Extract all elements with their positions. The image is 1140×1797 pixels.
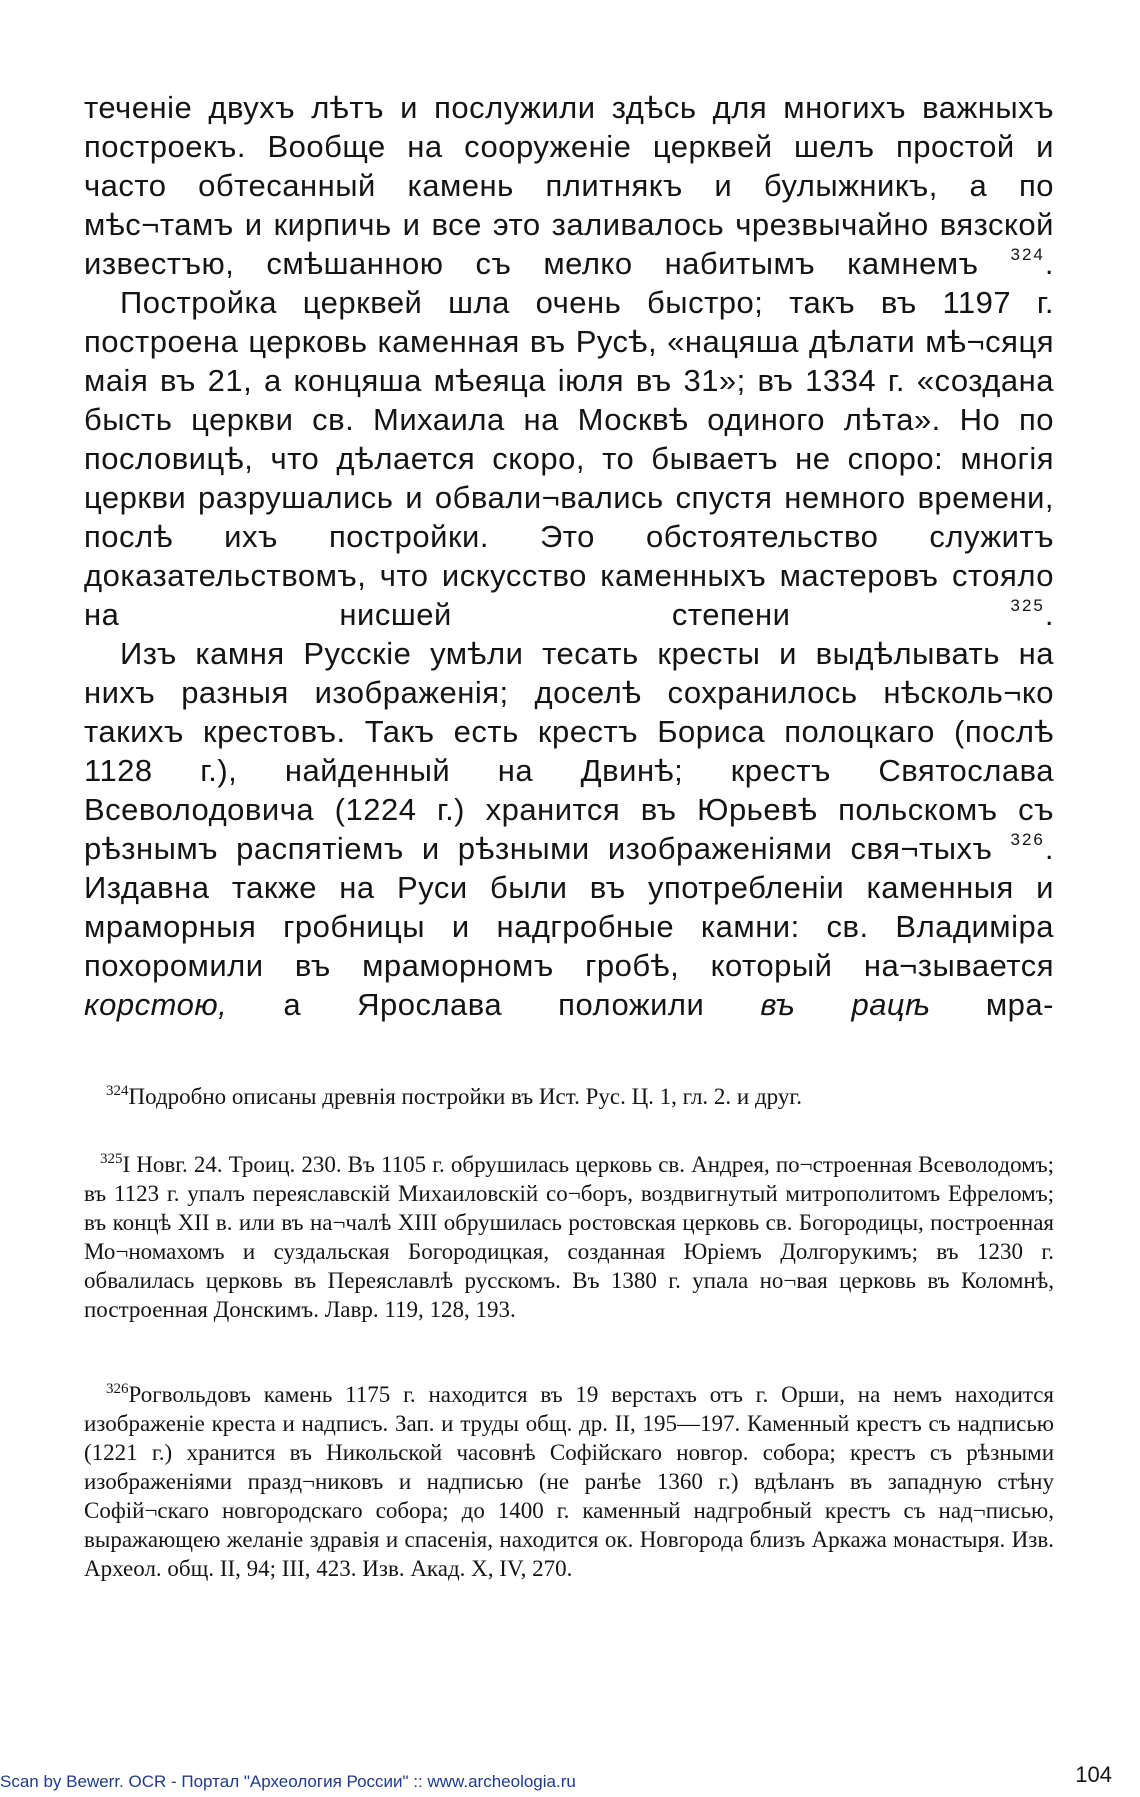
main-text xyxy=(84,88,1054,1024)
footnote-number: 324 xyxy=(106,1083,129,1099)
footnote-ref-326[interactable]: 326 xyxy=(1010,830,1045,849)
paragraph-3-text-c: а Ярослава положили xyxy=(283,987,705,1022)
footnote-text: Рогвольдовъ камень 1175 г. находится въ 19 верстахъ отъ г. Орши, на немъ находится изображеніе креста и надписъ. Зап. и труды общ. др. II, 195—197. Каменный крестъ съ надписью (1221 г.) хранится въ Никольской часовнѣ Софійскаго новгор. собора; крестъ съ рѣзными изображеніями празд¬никовъ и надписью (не ранѣе 1360 г.) вдѣланъ въ западную стѣну Софій¬скаго новгородскаго собора; до 1400 г. каменный надгробный крестъ съ над¬писью, выражающею желаніе здравія и спасенія, находится ок. Новгорода близъ Аркажа монастыря. Изв. Археол. общ. II, 94; III, 423. Изв. Акад. X, IV, 270. xyxy=(84,1382,1054,1581)
paragraph-1-end: . xyxy=(1044,246,1054,281)
paragraph-3-text-a: Изъ камня Русскіе умѣли тесать кресты и выдѣлывать на нихъ разныя изображенія; доселѣ сохранилось нѣсколь¬ко такихъ крестовъ. Такъ есть крестъ Бориса полоцкаго (послѣ 1128 г.), найденный на Двинѣ; крестъ Святослава Всеволодовича (1224 г.) хранится въ Юрьевѣ польскомъ съ рѣзнымъ распятіемъ и рѣзными изображеніями свя¬тыхъ xyxy=(84,636,1054,866)
italic-term-korstoyu: корстою, xyxy=(84,987,228,1022)
paragraph-1 xyxy=(84,88,1054,283)
footnote-number: 326 xyxy=(106,1381,129,1397)
paragraph-3-text-b: . Издавна также на Руси были въ употребленіи каменныя и мраморныя гробницы и надгробные камни: св. Владиміра похоромили въ мраморномъ гробѣ, который на¬зывается xyxy=(84,831,1054,983)
footnote-ref-325[interactable]: 325 xyxy=(1010,596,1045,615)
italic-term-v-race: въ рацѣ xyxy=(760,987,930,1022)
footnote-326 xyxy=(84,1380,1054,1583)
paragraph-2 xyxy=(84,283,1054,634)
footnote-ref-324[interactable]: 324 xyxy=(1010,245,1045,264)
scan-credit-link[interactable]: Scan by Bewerr. OCR - Портал "Археология России" :: www.archeologia.ru xyxy=(0,1772,576,1791)
footnote-325 xyxy=(84,1150,1054,1324)
footnote-text: I Новг. 24. Троиц. 230. Въ 1105 г. обрушилась церковь св. Андрея, по¬строенная Всеволодомъ; въ 1123 г. упалъ переяславскій Михаиловскій со¬боръ, воздвигнутый митрополитомъ Ефреломъ; въ концѣ XII в. или въ на¬чалѣ XIII обрушилась ростовская церковь св. Богородицы, построенная Мо¬номахомъ и суздальская Богородицкая, созданная Юріемъ Долгорукимъ; въ 1230 г. обвалилась церковь въ Переяславлѣ русскомъ. Въ 1380 г. упала но¬вая церковь въ Коломнѣ, построенная Донскимъ. Лавр. 119, 128, 193. xyxy=(84,1152,1054,1322)
paragraph-1-text: теченіе двухъ лѣтъ и послужили здѣсь для многихъ важныхъ построекъ. Вообще на сооруженіе церквей шелъ простой и часто обтесанный камень плитнякъ и булыжникъ, а по мѣс¬тамъ и кирпичь и все это заливалось чрезвычайно вязской известъю, смѣшанною съ мелко набитымъ камнемъ xyxy=(84,90,1054,281)
paragraph-2-text: Постройка церквей шла очень быстро; такъ въ 1197 г. построена церковь каменная въ Русѣ, «нацяша дѣлати мѣ¬сяця маія въ 21, а концяша мѣеяца іюля въ 31»; въ 1334 г. «создана бысть церкви св. Михаила на Москвѣ одиного лѣта». Но по пословицѣ, что дѣлается скоро, то бываетъ не споро: многія церкви разрушались и обвали¬вались спустя немного времени, послѣ ихъ постройки. Это обстоятельство служитъ доказательствомъ, что искусство каменныхъ мастеровъ стояло на нисшей степени xyxy=(84,285,1054,632)
footnote-text: Подробно описаны древнія постройки въ Ист. Рус. Ц. 1, гл. 2. и друг. xyxy=(128,1084,802,1109)
page-number: 104 xyxy=(1075,1762,1112,1787)
paragraph-3 xyxy=(84,634,1054,1024)
paragraph-3-text-d: мра- xyxy=(985,987,1054,1022)
paragraph-2-end: . xyxy=(1044,597,1054,632)
footnote-324 xyxy=(84,1082,1054,1111)
footnote-number: 325 xyxy=(100,1151,123,1167)
